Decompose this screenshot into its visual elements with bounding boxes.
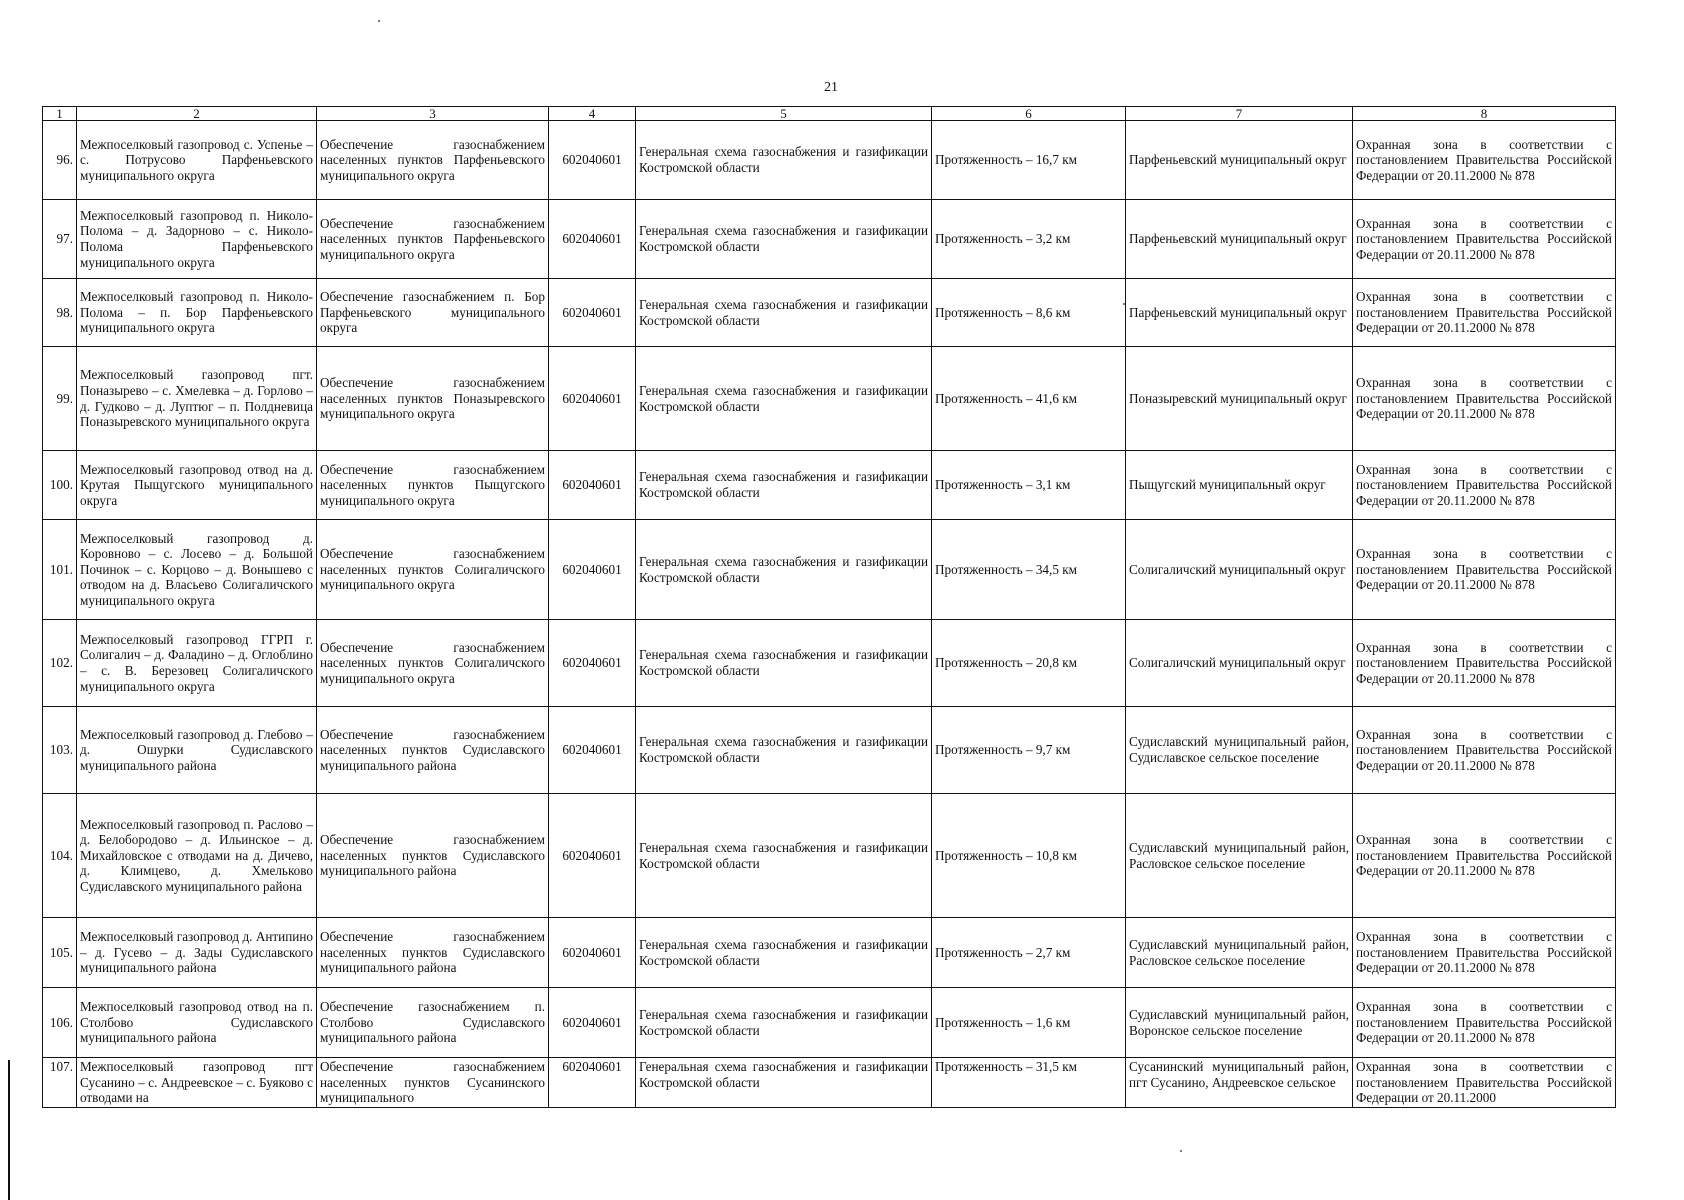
table-header — [43, 107, 1616, 121]
table-row — [43, 121, 1616, 200]
row-number-cell: 106. — [43, 988, 77, 1058]
location-cell: Солигаличский муниципальный округ — [1126, 520, 1353, 620]
code-cell: 602040601 — [549, 707, 636, 794]
header-cell-code: 4 — [549, 107, 636, 121]
object-name-cell: Межпоселковый газопровод отвод на п. Столбово Судиславского муниципального района — [77, 988, 317, 1058]
table-row — [43, 707, 1616, 794]
protection-zone-cell: Охранная зона в соответствии с постановлением Правительства Российской Федерации от 20.11.2000 № 878 — [1353, 451, 1616, 520]
length-cell: Протяженность – 9,7 км — [932, 707, 1126, 794]
table-row — [43, 279, 1616, 347]
protection-zone-cell: Охранная зона в соответствии с постановлением Правительства Российской Федерации от 20.11.2000 № 878 — [1353, 121, 1616, 200]
header-cell-name: 2 — [77, 107, 317, 121]
header-cell-length: 6 — [932, 107, 1126, 121]
header-cell-num: 1 — [43, 107, 77, 121]
row-number-cell: 101. — [43, 520, 77, 620]
purpose-cell: Обеспечение газоснабжением населенных пунктов Солигаличского муниципального округа — [317, 620, 549, 707]
location-cell: Пыщугский муниципальный округ — [1126, 451, 1353, 520]
purpose-cell: Обеспечение газоснабжением населенных пунктов Поназыревского муниципального округа — [317, 347, 549, 451]
object-name-cell: Межпоселковый газопровод пгт. Поназырево – с. Хмелевка – д. Горлово – д. Гудково – д. Луптюг – п. Полдневица Поназыревского муниципального округа — [77, 347, 317, 451]
header-cell-zone: 8 — [1353, 107, 1616, 121]
length-cell: Протяженность – 2,7 км — [932, 918, 1126, 988]
purpose-cell: Обеспечение газоснабжением п. Бор Парфеньевского муниципального округа — [317, 279, 549, 347]
header-cell-purpose: 3 — [317, 107, 549, 121]
location-cell: Судиславский муниципальный район, Судиславское сельское поселение — [1126, 707, 1353, 794]
protection-zone-cell: Охранная зона в соответствии с постановлением Правительства Российской Федерации от 20.11.2000 № 878 — [1353, 794, 1616, 918]
header-cell-document: 5 — [636, 107, 932, 121]
protection-zone-cell: Охранная зона в соответствии с постановлением Правительства Российской Федерации от 20.11.2000 № 878 — [1353, 347, 1616, 451]
protection-zone-cell: Охранная зона в соответствии с постановлением Правительства Российской Федерации от 20.11.2000 № 878 — [1353, 620, 1616, 707]
length-cell: Протяженность – 16,7 км — [932, 121, 1126, 200]
document-cell: Генеральная схема газоснабжения и газификации Костромской области — [636, 279, 932, 347]
purpose-cell: Обеспечение газоснабжением п. Столбово Судиславского муниципального района — [317, 988, 549, 1058]
row-number-cell: 100. — [43, 451, 77, 520]
header-cell-location: 7 — [1126, 107, 1353, 121]
table-row — [43, 200, 1616, 279]
purpose-cell: Обеспечение газоснабжением населенных пунктов Парфеньевского муниципального округа — [317, 200, 549, 279]
header-row — [43, 107, 1616, 121]
object-name-cell: Межпоселковый газопровод п. Раслово – д. Белобородово – д. Ильинское – д. Михайловское с отводами на д. Дичево, д. Климцево, д. Хмельково Судиславского муниципального района — [77, 794, 317, 918]
location-cell: Судиславский муниципальный район, Расловское сельское поселение — [1126, 918, 1353, 988]
location-cell: Судиславский муниципальный район, Расловское сельское поселение — [1126, 794, 1353, 918]
gas-pipeline-registry-table — [42, 106, 1616, 1108]
row-number-cell: 97. — [43, 200, 77, 279]
row-number-cell: 98. — [43, 279, 77, 347]
length-cell: Протяженность – 1,6 км — [932, 988, 1126, 1058]
purpose-cell: Обеспечение газоснабжением населенных пунктов Судиславского муниципального района — [317, 707, 549, 794]
document-cell: Генеральная схема газоснабжения и газификации Костромской области — [636, 451, 932, 520]
document-cell: Генеральная схема газоснабжения и газификации Костромской области — [636, 794, 932, 918]
table-row — [43, 794, 1616, 918]
length-cell: Протяженность – 31,5 км — [932, 1058, 1126, 1108]
object-name-cell: Межпоселковый газопровод с. Успенье – с. Потрусово Парфеньевского муниципального округа — [77, 121, 317, 200]
object-name-cell: Межпоселковый газопровод д. Глебово – д. Ошурки Судиславского муниципального района — [77, 707, 317, 794]
code-cell: 602040601 — [549, 347, 636, 451]
document-cell: Генеральная схема газоснабжения и газификации Костромской области — [636, 121, 932, 200]
document-cell: Генеральная схема газоснабжения и газификации Костромской области — [636, 918, 932, 988]
purpose-cell: Обеспечение газоснабжением населенных пунктов Солигаличского муниципального округа — [317, 520, 549, 620]
scan-speck — [1180, 1150, 1182, 1152]
location-cell: Парфеньевский муниципальный округ — [1126, 121, 1353, 200]
document-cell: Генеральная схема газоснабжения и газификации Костромской области — [636, 707, 932, 794]
length-cell: Протяженность – 8,6 км — [932, 279, 1126, 347]
page-number: 21 — [824, 80, 838, 95]
protection-zone-cell: Охранная зона в соответствии с постановлением Правительства Российской Федерации от 20.11.2000 № 878 — [1353, 707, 1616, 794]
location-cell: Солигаличский муниципальный округ — [1126, 620, 1353, 707]
code-cell: 602040601 — [549, 279, 636, 347]
protection-zone-cell: Охранная зона в соответствии с постановлением Правительства Российской Федерации от 20.11.2000 № 878 — [1353, 279, 1616, 347]
location-cell: Парфеньевский муниципальный округ — [1126, 279, 1353, 347]
document-cell: Генеральная схема газоснабжения и газификации Костромской области — [636, 620, 932, 707]
purpose-cell: Обеспечение газоснабжением населенных пунктов Сусанинского муниципального — [317, 1058, 549, 1108]
code-cell: 602040601 — [549, 451, 636, 520]
code-cell: 602040601 — [549, 794, 636, 918]
code-cell: 602040601 — [549, 620, 636, 707]
location-cell: Парфеньевский муниципальный округ — [1126, 200, 1353, 279]
code-cell: 602040601 — [549, 918, 636, 988]
length-cell: Протяженность – 34,5 км — [932, 520, 1126, 620]
table-row — [43, 347, 1616, 451]
object-name-cell: Межпоселковый газопровод п. Николо-Полома – д. Задорново – с. Николо-Полома Парфеньевского муниципального округа — [77, 200, 317, 279]
scan-edge-line — [8, 1060, 10, 1200]
table-row — [43, 520, 1616, 620]
purpose-cell: Обеспечение газоснабжением населенных пунктов Судиславского муниципального района — [317, 918, 549, 988]
table-row — [43, 451, 1616, 520]
row-number-cell: 99. — [43, 347, 77, 451]
length-cell: Протяженность – 41,6 км — [932, 347, 1126, 451]
object-name-cell: Межпоселковый газопровод д. Коровново – с. Лосево – д. Большой Починок – с. Корцово – д. Вонышево с отводом на д. Власьево Солигаличского муниципального округа — [77, 520, 317, 620]
document-cell: Генеральная схема газоснабжения и газификации Костромской области — [636, 988, 932, 1058]
object-name-cell: Межпоселковый газопровод ГГРП г. Солигалич – д. Фаладино – д. Оглоблино – с. В. Березовец Солигаличского муниципального округа — [77, 620, 317, 707]
purpose-cell: Обеспечение газоснабжением населенных пунктов Парфеньевского муниципального округа — [317, 121, 549, 200]
length-cell: Протяженность – 10,8 км — [932, 794, 1126, 918]
table-row — [43, 620, 1616, 707]
object-name-cell: Межпоселковый газопровод пгт Сусанино – с. Андреевское – с. Буяково с отводами на — [77, 1058, 317, 1108]
code-cell: 602040601 — [549, 1058, 636, 1108]
row-number-cell: 105. — [43, 918, 77, 988]
document-cell: Генеральная схема газоснабжения и газификации Костромской области — [636, 1058, 932, 1108]
table-row — [43, 1058, 1616, 1108]
object-name-cell: Межпоселковый газопровод п. Николо-Полома – п. Бор Парфеньевского муниципального округа — [77, 279, 317, 347]
protection-zone-cell: Охранная зона в соответствии с постановлением Правительства Российской Федерации от 20.11.2000 — [1353, 1058, 1616, 1108]
scan-speck — [378, 20, 380, 22]
row-number-cell: 102. — [43, 620, 77, 707]
row-number-cell: 104. — [43, 794, 77, 918]
scan-speck — [1123, 303, 1125, 305]
protection-zone-cell: Охранная зона в соответствии с постановлением Правительства Российской Федерации от 20.11.2000 № 878 — [1353, 988, 1616, 1058]
protection-zone-cell: Охранная зона в соответствии с постановлением Правительства Российской Федерации от 20.11.2000 № 878 — [1353, 200, 1616, 279]
row-number-cell: 103. — [43, 707, 77, 794]
row-number-cell: 107. — [43, 1058, 77, 1108]
code-cell: 602040601 — [549, 200, 636, 279]
location-cell: Поназыревский муниципальный округ — [1126, 347, 1353, 451]
table-body — [43, 121, 1616, 1108]
document-cell: Генеральная схема газоснабжения и газификации Костромской области — [636, 347, 932, 451]
row-number-cell: 96. — [43, 121, 77, 200]
purpose-cell: Обеспечение газоснабжением населенных пунктов Пыщугского муниципального округа — [317, 451, 549, 520]
location-cell: Судиславский муниципальный район, Воронское сельское поселение — [1126, 988, 1353, 1058]
purpose-cell: Обеспечение газоснабжением населенных пунктов Судиславского муниципального района — [317, 794, 549, 918]
protection-zone-cell: Охранная зона в соответствии с постановлением Правительства Российской Федерации от 20.11.2000 № 878 — [1353, 918, 1616, 988]
document-cell: Генеральная схема газоснабжения и газификации Костромской области — [636, 200, 932, 279]
table-row — [43, 918, 1616, 988]
location-cell: Сусанинский муниципальный район, пгт Сусанино, Андреевское сельское — [1126, 1058, 1353, 1108]
table-row — [43, 988, 1616, 1058]
object-name-cell: Межпоселковый газопровод д. Антипино – д. Гусево – д. Зады Судиславского муниципального района — [77, 918, 317, 988]
object-name-cell: Межпоселковый газопровод отвод на д. Крутая Пыщугского муниципального округа — [77, 451, 317, 520]
length-cell: Протяженность – 20,8 км — [932, 620, 1126, 707]
length-cell: Протяженность – 3,2 км — [932, 200, 1126, 279]
document-cell: Генеральная схема газоснабжения и газификации Костромской области — [636, 520, 932, 620]
code-cell: 602040601 — [549, 121, 636, 200]
code-cell: 602040601 — [549, 520, 636, 620]
protection-zone-cell: Охранная зона в соответствии с постановлением Правительства Российской Федерации от 20.11.2000 № 878 — [1353, 520, 1616, 620]
length-cell: Протяженность – 3,1 км — [932, 451, 1126, 520]
code-cell: 602040601 — [549, 988, 636, 1058]
